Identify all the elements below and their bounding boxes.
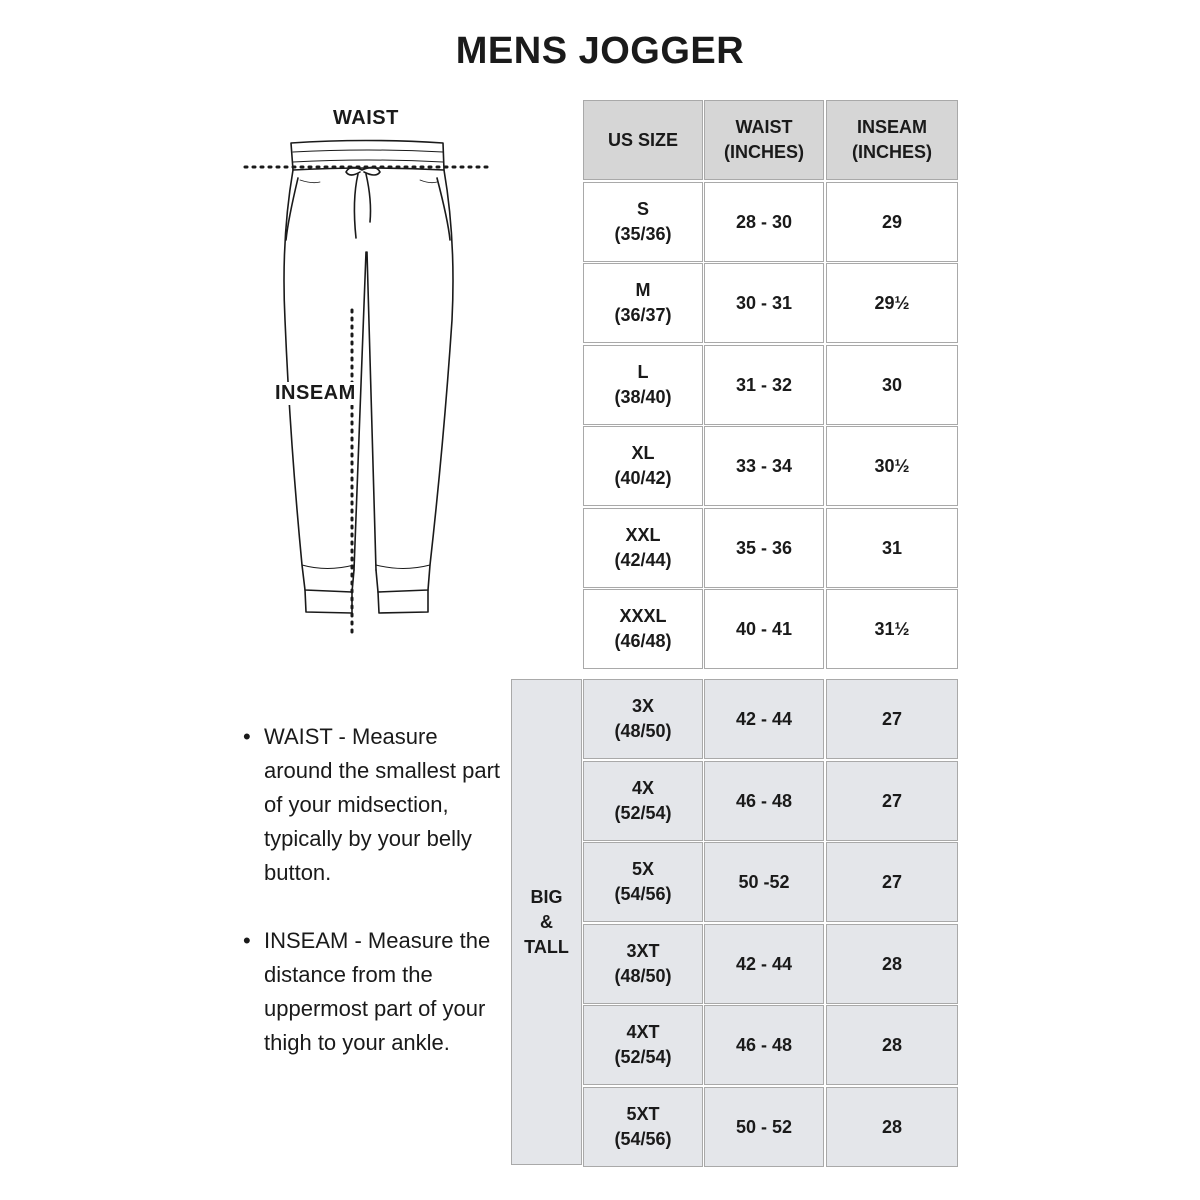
- size-code: XXXL: [619, 606, 667, 626]
- size-eu: (54/56): [614, 1129, 672, 1149]
- inseam-cell: 27: [826, 842, 958, 922]
- waist-cell: 50 - 52: [704, 1087, 824, 1167]
- bullet-icon: •: [243, 928, 251, 953]
- size-code: 3XT: [626, 941, 660, 961]
- inseam-cell: 27: [826, 679, 958, 759]
- header-waist-unit: (INCHES): [724, 142, 804, 162]
- big-tall-label: [511, 679, 582, 1165]
- waist-diagram-label: WAIST: [333, 107, 399, 129]
- header-us-size-label: US SIZE: [607, 129, 678, 150]
- size-eu: (48/50): [614, 721, 672, 741]
- waist-cell: 33 - 34: [704, 426, 824, 506]
- size-cell: [583, 761, 703, 841]
- size-code: 3X: [631, 696, 654, 716]
- waist-cell: 50 -52: [704, 842, 824, 922]
- waist-cell: 28 - 30: [704, 182, 824, 262]
- bullet-icon: •: [243, 724, 251, 749]
- header-inseam-unit: (INCHES): [852, 142, 932, 162]
- note-waist: [243, 720, 503, 890]
- size-code: 4X: [631, 778, 654, 798]
- inseam-cell: 27: [826, 761, 958, 841]
- size-cell: [583, 679, 703, 759]
- inseam-cell: 31½: [826, 589, 958, 669]
- note-inseam-text: INSEAM - Measure the distance from the uppermost part of your thigh to your ankle.: [264, 928, 491, 1055]
- size-eu: (40/42): [614, 468, 672, 488]
- waist-cell: 42 - 44: [704, 679, 824, 759]
- inseam-cell: 31: [826, 508, 958, 588]
- size-eu: (48/50): [614, 966, 672, 986]
- size-code: XL: [631, 443, 655, 463]
- waist-cell: 40 - 41: [704, 589, 824, 669]
- size-eu: (46/48): [614, 631, 672, 651]
- inseam-cell: 28: [826, 924, 958, 1004]
- inseam-cell: 30½: [826, 426, 958, 506]
- waist-cell: 42 - 44: [704, 924, 824, 1004]
- size-cell: [583, 426, 703, 506]
- waist-cell: 46 - 48: [704, 1005, 824, 1085]
- size-eu: (52/54): [614, 803, 672, 823]
- note-inseam: [243, 924, 503, 1060]
- inseam-cell: 30: [826, 345, 958, 425]
- size-cell: [583, 924, 703, 1004]
- measurement-notes: [243, 720, 503, 1094]
- size-code: 4XT: [626, 1022, 660, 1042]
- size-eu: (36/37): [614, 305, 672, 325]
- header-us-size: [583, 100, 703, 180]
- header-inseam-label: INSEAM: [856, 117, 927, 137]
- header-waist-label: WAIST: [735, 117, 793, 137]
- size-cell: [583, 345, 703, 425]
- big-tall-label-line: TALL: [524, 936, 569, 957]
- waist-cell: 35 - 36: [704, 508, 824, 588]
- big-tall-label-line: &: [540, 911, 553, 932]
- inseam-diagram-label: INSEAM: [275, 382, 356, 404]
- note-waist-text: WAIST - Measure around the smallest part of your midsection, typically by your belly button.: [264, 724, 501, 885]
- size-cell: [583, 1087, 703, 1167]
- size-eu: (52/54): [614, 1047, 672, 1067]
- size-code: 5XT: [626, 1104, 660, 1124]
- big-tall-label-line: BIG: [530, 886, 563, 907]
- size-eu: (54/56): [614, 884, 672, 904]
- size-eu: (38/40): [614, 387, 672, 407]
- inseam-cell: 29½: [826, 263, 958, 343]
- header-waist: [704, 100, 824, 180]
- size-eu: (35/36): [614, 224, 672, 244]
- size-cell: [583, 842, 703, 922]
- page-title: MENS JOGGER: [455, 30, 745, 72]
- size-eu: (42/44): [614, 550, 672, 570]
- size-code: L: [637, 362, 649, 382]
- size-cell: [583, 182, 703, 262]
- size-code: XXL: [625, 525, 661, 545]
- size-code: M: [635, 280, 651, 300]
- size-cell: [583, 589, 703, 669]
- size-code: S: [636, 199, 649, 219]
- inseam-cell: 28: [826, 1005, 958, 1085]
- size-cell: [583, 263, 703, 343]
- size-cell: [583, 1005, 703, 1085]
- waist-cell: 46 - 48: [704, 761, 824, 841]
- size-code: 5X: [631, 859, 654, 879]
- waist-cell: 31 - 32: [704, 345, 824, 425]
- inseam-cell: 29: [826, 182, 958, 262]
- waist-cell: 30 - 31: [704, 263, 824, 343]
- header-inseam: [826, 100, 958, 180]
- inseam-cell: 28: [826, 1087, 958, 1167]
- size-cell: [583, 508, 703, 588]
